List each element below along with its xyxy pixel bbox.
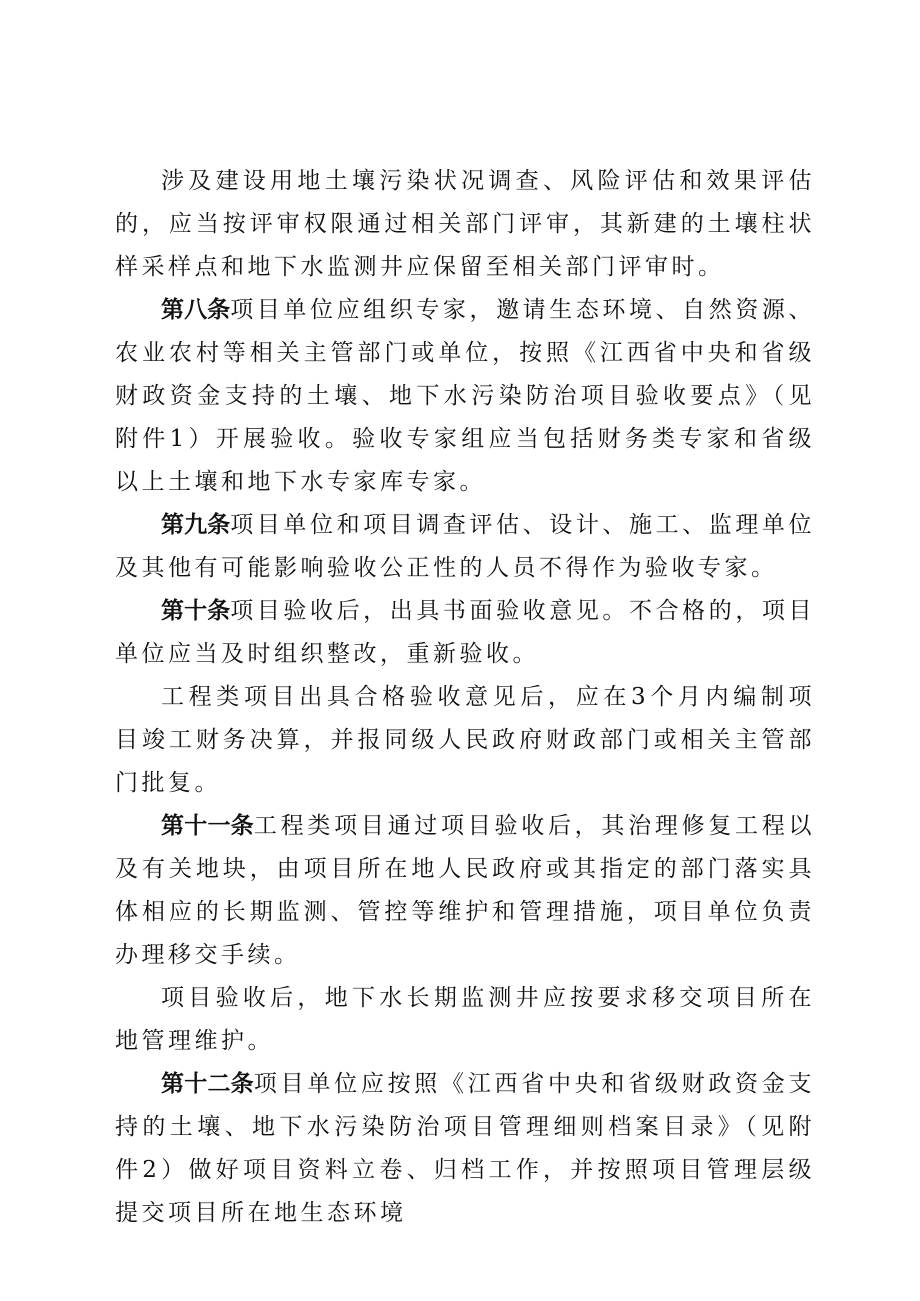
paragraph-article-11 bbox=[115, 805, 815, 977]
article-number: 第十一条 bbox=[161, 813, 254, 839]
document-body bbox=[115, 160, 815, 1235]
paragraph-article-9 bbox=[115, 504, 815, 590]
paragraph-text: 涉及建设用地土壤污染状况调查、风险评估和效果评估的，应当按评审权限通过相关部门评审，其新建的土壤柱状样采样点和地下水监测井应保留至相关部门评审时。 bbox=[115, 168, 815, 280]
paragraph-text: 工程类项目出具合格验收意见后，应在3个月内编制项目竣工财务决算，并报同级人民政府财政部门或相关主管部门批复。 bbox=[115, 684, 815, 796]
paragraph-text: 项目验收后，出具书面验收意见。不合格的，项目单位应当及时组织整改，重新验收。 bbox=[115, 598, 815, 667]
article-number: 第十二条 bbox=[161, 1071, 254, 1097]
article-number: 第八条 bbox=[161, 297, 231, 323]
article-number: 第九条 bbox=[161, 512, 231, 538]
paragraph-article-10 bbox=[115, 590, 815, 676]
paragraph-text: 项目验收后，地下水长期监测井应按要求移交项目所在地管理维护。 bbox=[115, 985, 815, 1054]
paragraph-text: 项目单位应组织专家，邀请生态环境、自然资源、农业农村等相关主管部门或单位，按照《江西省中央和省级财政资金支持的土壤、地下水污染防治项目验收要点》（见附件1）开展验收。验收专家组应当包括财务类专家和省级以上土壤和地下水专家库专家。 bbox=[115, 297, 815, 495]
paragraph-article-12 bbox=[115, 1063, 815, 1235]
paragraph-text: 项目单位和项目调查评估、设计、施工、监理单位及其他有可能影响验收公正性的人员不得作为验收专家。 bbox=[115, 512, 815, 581]
paragraph-text: 工程类项目通过项目验收后，其治理修复工程以及有关地块，由项目所在地人民政府或其指定的部门落实具体相应的长期监测、管控等维护和管理措施，项目单位负责办理移交手续。 bbox=[115, 813, 816, 968]
paragraph-site-survey-review bbox=[115, 160, 815, 289]
paragraph-article-8 bbox=[115, 289, 815, 504]
paragraph-final-accounts bbox=[115, 676, 815, 805]
article-number: 第十条 bbox=[161, 598, 231, 624]
paragraph-monitoring-well-handover bbox=[115, 977, 815, 1063]
paragraph-text: 项目单位应按照《江西省中央和省级财政资金支持的土壤、地下水污染防治项目管理细则档案目录》（见附件2）做好项目资料立卷、归档工作，并按照项目管理层级提交项目所在地生态环境 bbox=[115, 1071, 816, 1226]
